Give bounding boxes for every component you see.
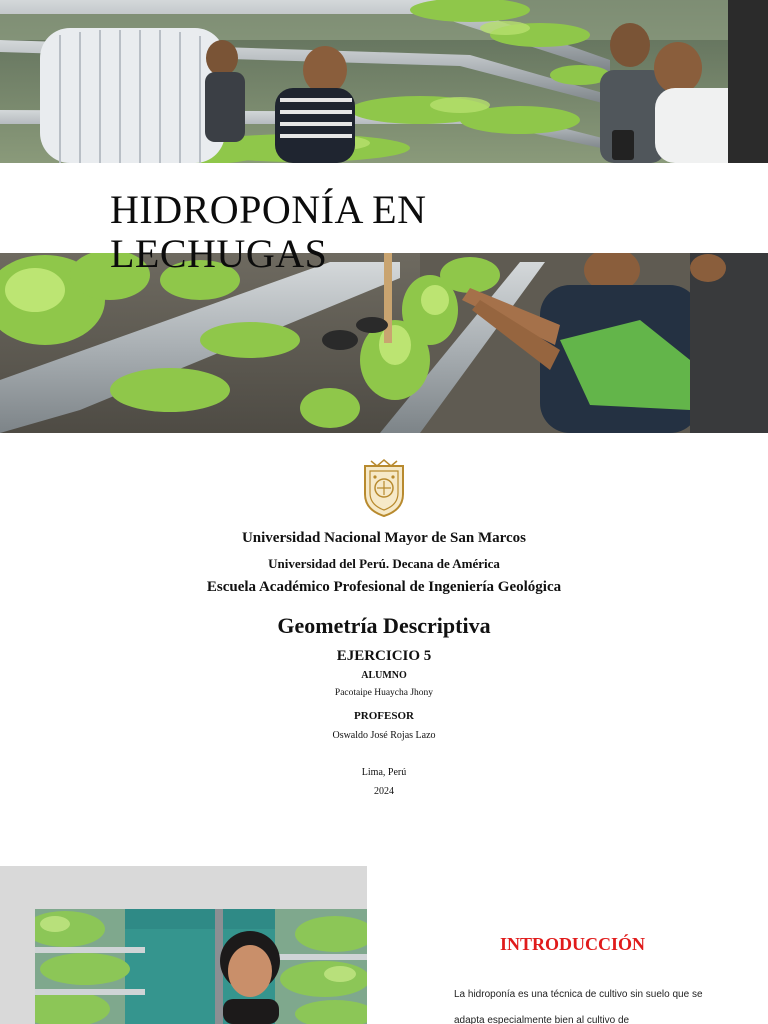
place-label: Lima, Perú (361, 767, 407, 778)
university-seal-icon (359, 458, 409, 518)
professor-name: Oswaldo José Rojas Lazo (332, 730, 436, 741)
school-name: Escuela Académico Profesional de Ingeniería Geológica (206, 579, 562, 595)
university-subtitle: Universidad del Perú. Decana de América (268, 556, 500, 571)
student-name: Pacotaipe Huaycha Jhony (334, 688, 434, 698)
course-title: Geometría Descriptiva (277, 613, 491, 638)
year-label: 2024 (374, 786, 394, 797)
student-in-greenhouse-photo (35, 909, 367, 1024)
professor-label: PROFESOR (354, 710, 414, 722)
university-name: Universidad Nacional Mayor de San Marcos (241, 530, 527, 546)
exercise-label: EJERCICIO 5 (336, 648, 432, 664)
introduction-heading: INTRODUCCIÓN (500, 934, 646, 954)
introduction-paragraph: La hidroponía es una técnica de cultivo sin suelo que se adapta especialmente bien al cultivo de (454, 989, 703, 1024)
document-title: HIDROPONÍA EN LECHUGAS (110, 187, 427, 276)
hero-section (0, 0, 768, 433)
student-label: ALUMNO (361, 670, 407, 681)
